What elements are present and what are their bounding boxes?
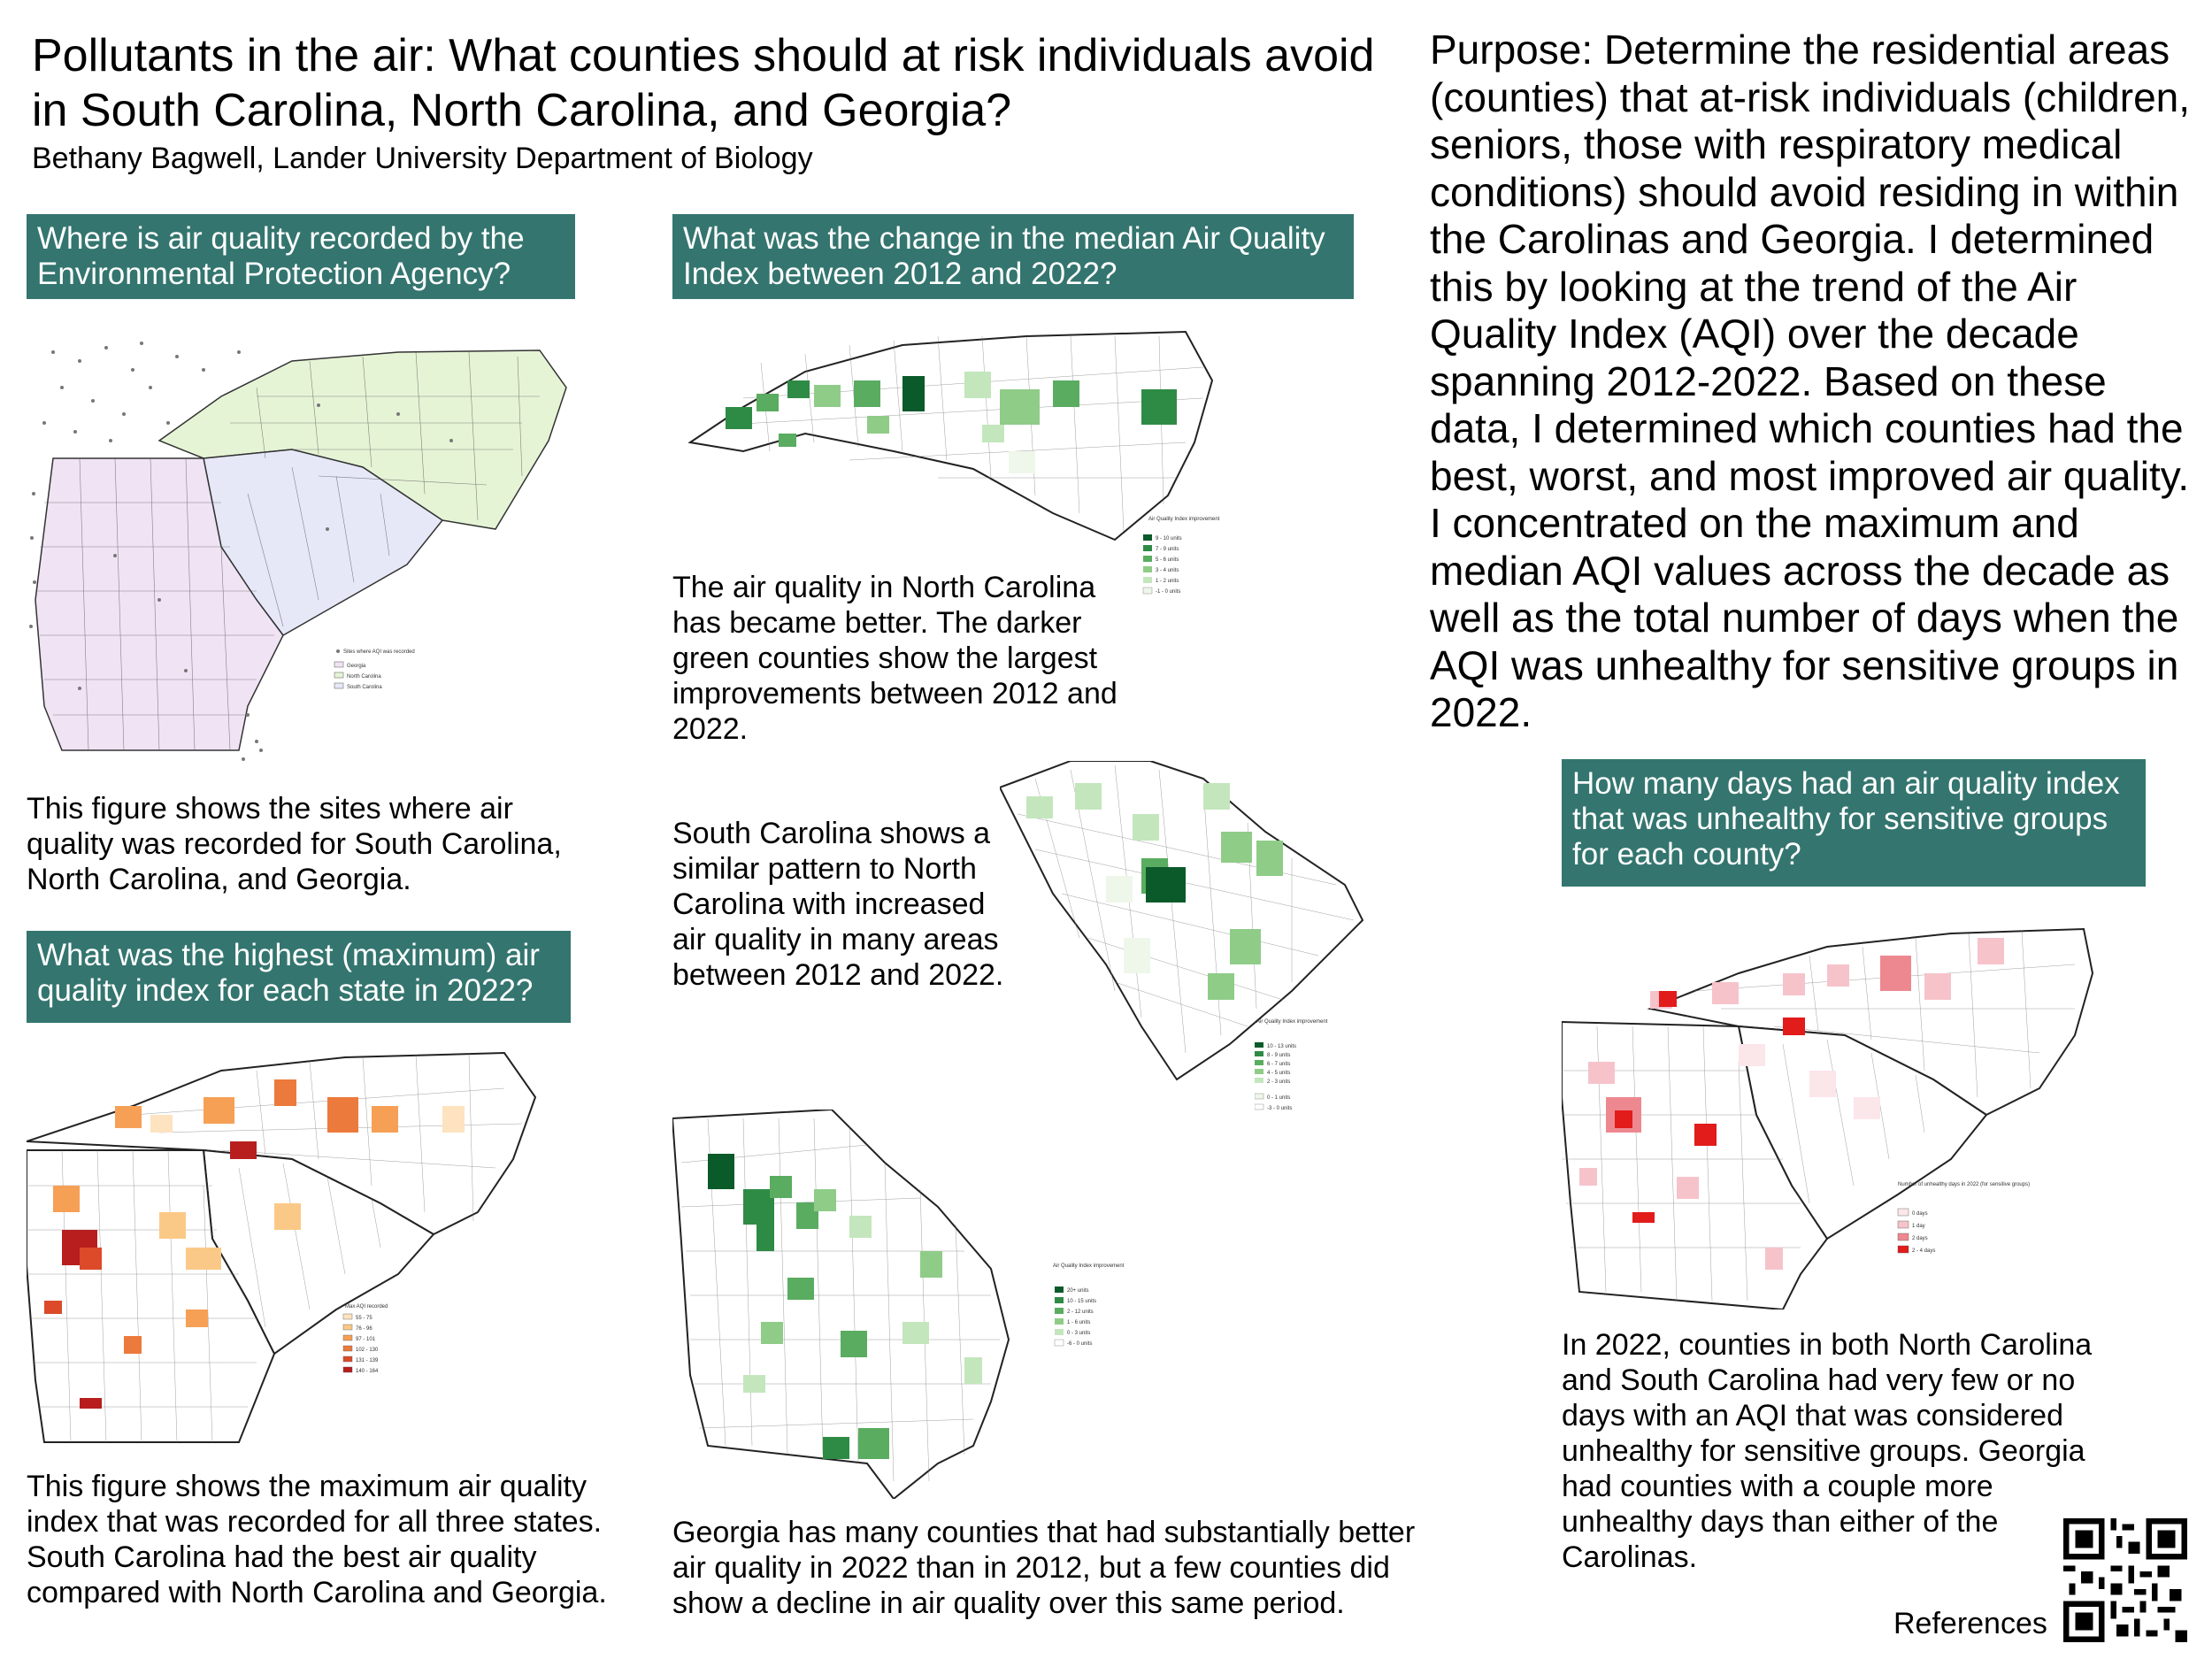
sites-caption: This figure shows the sites where air quality was recorded for South Carolina, North Carolina, and Georgia. [27,792,562,896]
nc-legend-item: -1 - 0 units [1156,589,1181,595]
poster-title: Pollutants in the air: What counties should at risk individuals avoid in South Carolina, North Carolina, and Georgia? [32,30,1375,136]
max-aqi-legend [343,1304,388,1374]
sites-legend-item: South Carolina [347,685,382,690]
unhealthy-days-legend [1898,1182,2030,1254]
sc-legend-item: 10 - 13 units [1267,1044,1297,1049]
qr-code[interactable] [2063,1518,2187,1642]
ga-legend-item: 10 - 15 units [1067,1299,1097,1304]
unhealthy-legend-item: 2 days [1912,1236,1928,1241]
ga-legend-item: 2 - 12 units [1067,1310,1094,1315]
nc-legend-title: Air Quality Index improvement [1148,517,1220,522]
nc-legend-item: 5 - 6 units [1156,557,1179,563]
ga-improvement-legend [1053,1263,1125,1347]
ga-improvement-caption: Georgia has many counties that had substantially better air quality in 2022 than in 2012, but a few counties did show a decline in air quality over this same period. [672,1516,1416,1620]
sc-improvement-legend [1255,1019,1328,1085]
unhealthy-legend-item: 0 days [1912,1211,1928,1217]
nc-legend-item: 7 - 9 units [1156,547,1179,552]
max-aqi-legend-item: 97 - 101 [356,1337,376,1342]
max-aqi-legend-item: 140 - 164 [356,1369,379,1374]
max-aqi-legend-item: 131 - 139 [356,1358,379,1363]
nc-legend-item: 9 - 10 units [1156,536,1182,541]
max-aqi-caption: This figure shows the maximum air quality index that was recorded for all three states. South Carolina had the best air quality compared with North Carolina and Georgia. [27,1470,607,1609]
nc-legend-item: 1 - 2 units [1156,579,1179,584]
sc-improvement-caption: South Carolina shows a similar pattern to North Carolina with increased air quality in many areas between 2012 and 2022. [672,817,1004,992]
sc-legend-title: Air Quality Index improvement [1256,1019,1328,1025]
unhealthy-legend-title: Number of unhealthy days in 2022 (for sensitive groups) [1898,1182,2031,1187]
max-aqi-legend-item: 102 - 130 [356,1348,379,1353]
max-aqi-map [27,1044,540,1460]
ga-legend-title: Air Quality Index improvement [1053,1263,1125,1269]
unhealthy-legend-item: 1 day [1912,1224,1925,1229]
max-aqi-question-box: What was the highest (maximum) air quality index for each state in 2022? [27,931,571,1023]
nc-improvement-map [672,327,1221,557]
sc-improvement-map [1000,761,1389,1088]
sc-legend-item: 4 - 5 units [1267,1071,1291,1076]
sites-legend-item: North Carolina [347,674,381,680]
ga-legend-item: 20+ units [1067,1288,1089,1294]
median-change-question-box: What was the change in the median Air Quality Index between 2012 and 2022? [672,214,1354,299]
sites-question-box: Where is air quality recorded by the Environmental Protection Agency? [27,214,575,299]
ga-legend-item: 0 - 3 units [1067,1331,1091,1336]
sc-legend-item: -3 - 0 units [1267,1106,1293,1111]
sites-legend-item: Georgia [347,664,366,669]
nc-improvement-legend [1148,517,1220,522]
nc-legend-item: 3 - 4 units [1156,568,1179,573]
unhealthy-legend-item: 2 - 4 days [1912,1248,1936,1254]
sites-map [27,334,575,766]
max-aqi-legend-item: 76 - 96 [356,1326,373,1332]
max-aqi-legend-item: 55 - 75 [356,1316,373,1321]
unhealthy-days-caption: In 2022, counties in both North Carolina and South Carolina had very few or no days with an AQI that was considered unhealthy for sensitive groups. Georgia had counties with a couple more unhealthy days than either of the Carolinas. [1562,1328,2093,1574]
poster-author: Bethany Bagwell, Lander University Department of Biology [32,142,813,175]
nc-improvement-caption: The air quality in North Carolina has became better. The darker green counties show the largest improvements between 2012 and 2022. [672,571,1118,746]
sites-legend-title: Sites where AQI was recorded [343,649,415,655]
sc-legend-item: 8 - 9 units [1267,1053,1291,1058]
ga-improvement-map [672,1110,1221,1499]
sc-legend-item: 2 - 3 units [1267,1079,1291,1085]
sc-legend-item: 6 - 7 units [1267,1062,1291,1067]
references-label[interactable]: References [1893,1607,2047,1640]
sites-legend [334,649,415,690]
sc-legend-extra [1255,1090,1361,1122]
unhealthy-days-map [1562,920,2110,1310]
ga-legend-item: -6 - 0 units [1067,1341,1093,1347]
unhealthy-days-question-box: How many days had an air quality index that was unhealthy for sensitive groups for each county? [1562,759,2146,887]
sc-legend-item: 0 - 1 units [1267,1095,1291,1101]
purpose-statement: Purpose: Determine the residential areas (counties) that at-risk individuals (children, seniors, those with respiratory medical conditions) should avoid residing in within the Carolinas and Georgia. I determined this by looking at the trend of the Air Quality Index (AQI) over the decade spanning 2012-2022. Based on these data, I determined which counties had the best, worst, and most improved air quality. I concentrated on the maximum and median AQI values across the decade as well as the total number of days when the AQI was unhealthy for sensitive groups in 2022. [1430,27,2191,735]
max-aqi-legend-title: Max AQI recorded [345,1304,388,1310]
ga-legend-item: 1 - 6 units [1067,1320,1091,1325]
nc-legend-box [1141,531,1239,611]
